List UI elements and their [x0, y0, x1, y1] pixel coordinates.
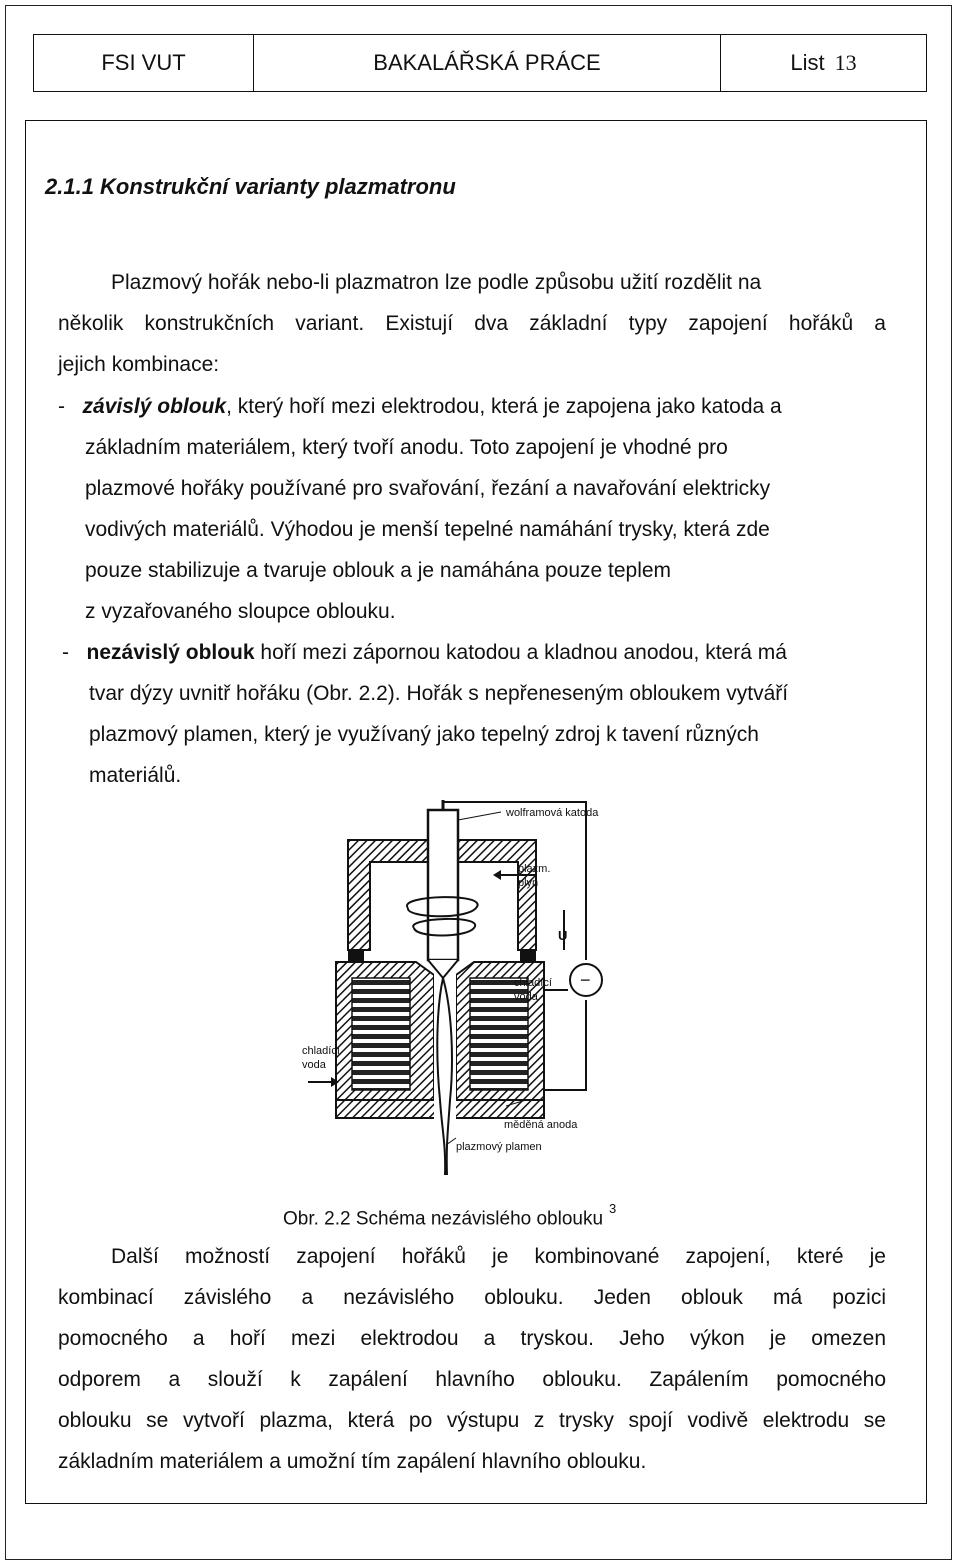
intro-line-1: Plazmový hořák nebo-li plazmatron lze podle způsobu užití rozdělit na: [111, 271, 762, 294]
bullet1-line-6: z vyzařovaného sloupce oblouku.: [85, 600, 396, 623]
figure-caption: Obr. 2.2 Schéma nezávislého oblouku $^3$: [283, 1201, 617, 1230]
outro-line-6: základním materiálem a umožní tím zapálení hlavního oblouku.: [58, 1450, 647, 1473]
caption-reference: 3: [609, 1201, 617, 1216]
voltage-label: U: [558, 928, 568, 943]
intro-line-3: jejich kombinace:: [58, 353, 220, 376]
label-water-right-2: voda: [514, 991, 538, 1003]
list-number: 13: [834, 50, 857, 75]
bullet1-line-1-text: , který hoří mezi elektrodou, která je zapojena jako katoda a: [226, 395, 782, 418]
label-gas-2: plyn: [518, 877, 539, 889]
bullet1-line-2: základním materiálem, který tvoří anodu. Toto zapojení je vhodné pro: [85, 436, 728, 459]
bullet1-term: závislý oblouk: [82, 395, 227, 418]
bullet2-line-3: plazmový plamen, který je využívaný jako tepelný zdroj k tavení různých: [89, 723, 759, 746]
section-heading: 2.1.1 Konstrukční varianty plazmatronu: [45, 174, 456, 199]
tungsten-cathode: [428, 810, 458, 960]
plasma-torch-diagram: [296, 800, 656, 1190]
label-cathode: wolframová katoda: [506, 807, 599, 819]
label-gas-1: plazm.: [518, 863, 551, 875]
label-water-right-1: chladící: [514, 977, 552, 989]
bullet2-line-4: materiálů.: [89, 764, 182, 787]
label-flame: plazmový plamen: [456, 1141, 542, 1153]
bullet1-line-4: vodivých materiálů. Výhodou je menší tepelné namáhání trysky, která zde: [85, 518, 770, 541]
page-header: [33, 34, 927, 92]
bullet1-line-3: plazmové hořáky používané pro svařování, řezání a navařování elektricky: [85, 477, 771, 500]
bullet2-line-1: [62, 632, 787, 673]
source-minus: −: [580, 970, 591, 990]
bullet2-dash: -: [62, 641, 69, 664]
bullet1-line-1: [58, 386, 782, 427]
header-thesis-type: BAKALÁŘSKÁ PRÁCE: [253, 35, 720, 91]
outro-line-4: odporem a slouží k zapálení hlavního oblouku. Zapálením pomocného: [58, 1368, 886, 1391]
cooling-channel-left: [352, 978, 410, 1090]
outro-line-3: pomocného a hoří mezi elektrodou a tryskou. Jeho výkon je omezen: [58, 1327, 886, 1350]
list-label: List: [790, 50, 825, 75]
label-water-left-1: chladící: [302, 1045, 340, 1057]
outro-line-1: Další možností zapojení hořáků je kombinované zapojení, které je: [111, 1245, 886, 1268]
header-faculty: FSI VUT: [101, 50, 186, 75]
header-page-number: [720, 35, 926, 91]
outro-line-5: oblouku se vytvoří plazma, která po výstupu z trysky spojí vodivě elektrodu se: [58, 1409, 886, 1432]
label-anode: měděná anoda: [504, 1119, 578, 1131]
label-water-left-2: voda: [302, 1059, 326, 1071]
bullet2-term: nezávislý oblouk: [86, 641, 255, 664]
outro-line-2: kombinací závislého a nezávislého oblouku. Jeden oblouk má pozici: [58, 1286, 886, 1309]
intro-line-2: několik konstrukčních variant. Existují dva základní typy zapojení hořáků a: [58, 312, 886, 335]
bullet1-line-5: pouze stabilizuje a tvaruje oblouk a je namáhána pouze teplem: [85, 559, 672, 582]
bullet2-line-1-text: hoří mezi zápornou katodou a kladnou anodou, která má: [254, 641, 787, 664]
bullet1-dash: -: [58, 395, 65, 418]
bullet2-line-2: tvar dýzy uvnitř hořáku (Obr. 2.2). Hořák s nepřeneseným obloukem vytváří: [89, 682, 789, 705]
